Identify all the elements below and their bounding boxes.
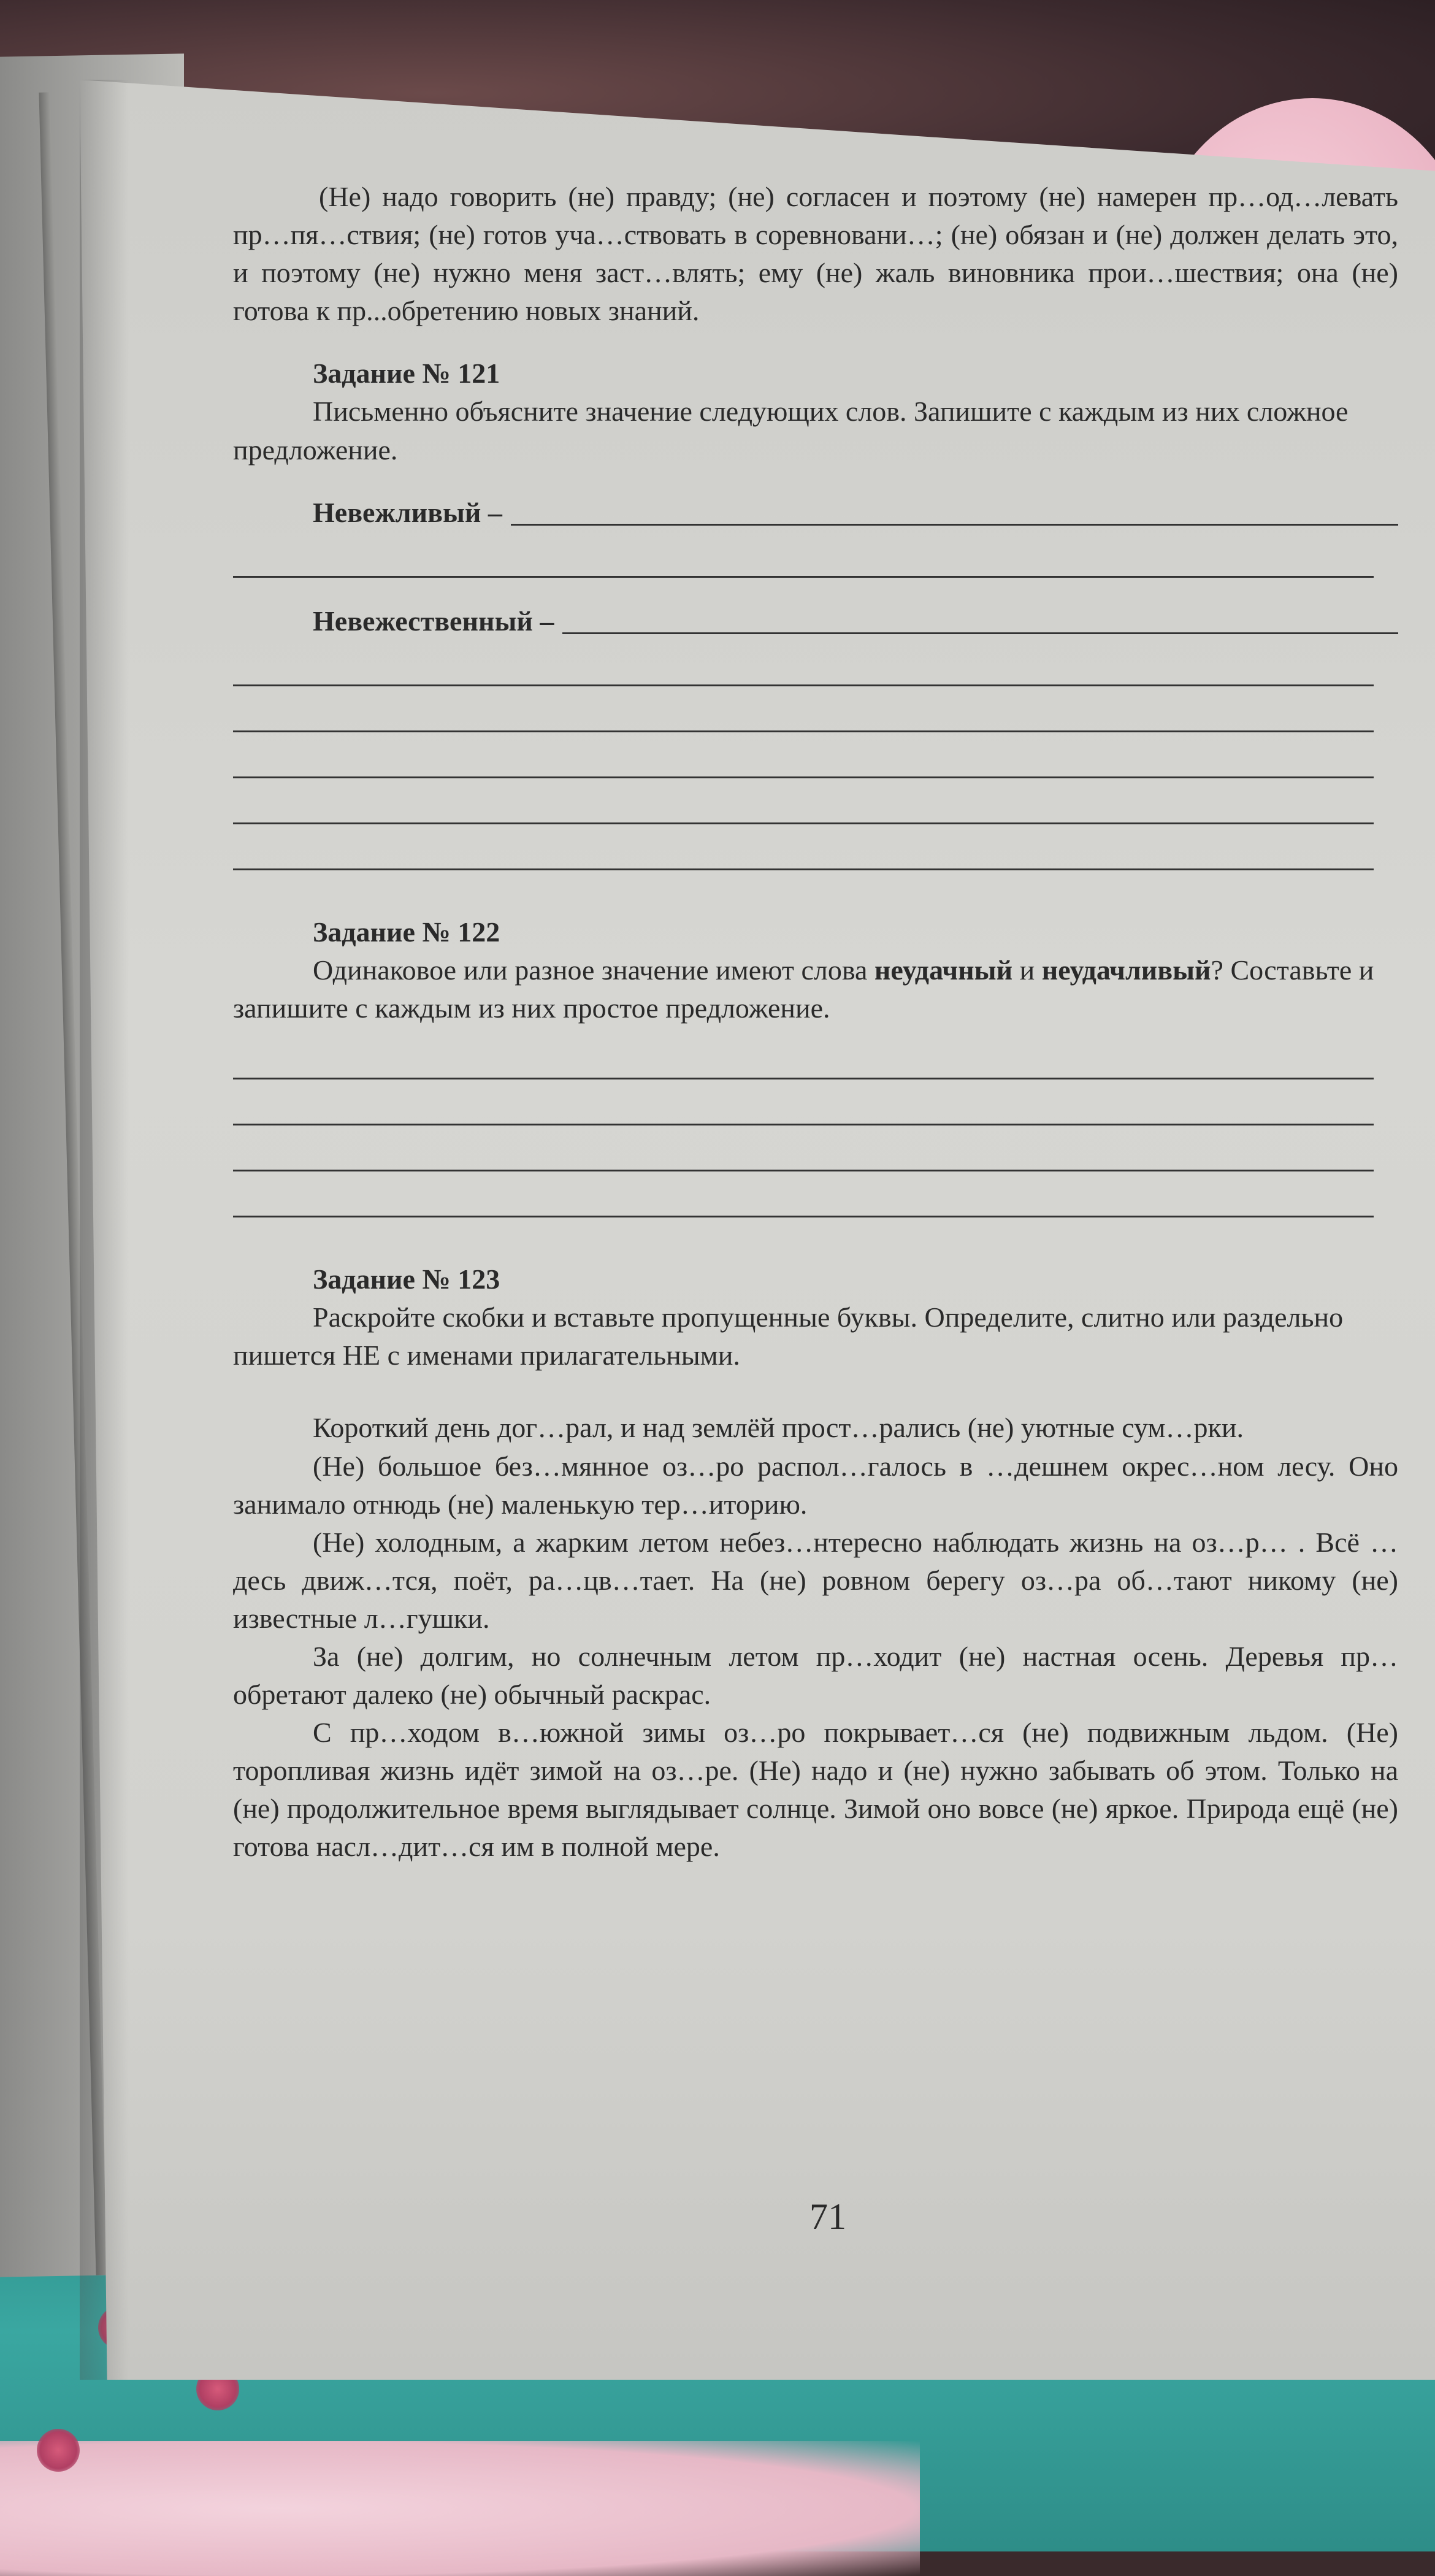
- answer-line[interactable]: [233, 778, 1374, 824]
- task-122-text-part: и: [1012, 954, 1042, 986]
- answer-line[interactable]: [233, 1171, 1374, 1217]
- exercise-paragraph: За (не) долгим, но солнечным летом пр…ходит (не) настная осень. Деревья пр…обретают далеко (не) обычный раскрас.: [233, 1640, 1398, 1711]
- word-nevezhlivyi: Невежливый –: [313, 496, 502, 528]
- answer-line[interactable]: [233, 732, 1374, 778]
- answer-line[interactable]: [233, 532, 1374, 578]
- task-121-text: Письменно объясните значение следующих слов. Запишите с каждым из них сложное предложение.: [233, 396, 1349, 466]
- bold-word-neudachnyi: неудачный: [874, 954, 1013, 986]
- intro-paragraph: (Не) надо говорить (не) правду; (не) согласен и поэтому (не) намерен пр…од…левать пр…пя…ствия; (не) готов уча…ствовать в соревновани…; (не) обязан и (не) должен делать это, и поэтому (не) нужно меня заст…влять; ему (не) жаль виновника прои…шествия; она (не) готова к пр...обретению новых знаний.: [233, 181, 1398, 327]
- exercise-text: [233, 1409, 1398, 1866]
- answer-line[interactable]: [233, 1079, 1374, 1125]
- page-gutter-shadow: [80, 80, 129, 2380]
- background-pink-cloth: [0, 2441, 920, 2576]
- answer-line[interactable]: [233, 686, 1374, 732]
- answer-line[interactable]: [233, 1125, 1374, 1171]
- page-content: [233, 178, 1398, 1866]
- task-122-text: [233, 951, 1398, 1027]
- exercise-paragraph: С пр…ходом в…южной зимы оз…ро покрывает…ся (не) подвижным льдом. (Не) торопливая жизнь идёт зимой на оз…ре. (Не) надо и (не) нужно забывать об этом. Только на (не) продолжительное время выглядывает солнце. Зимой оно вовсе (не) яркое. Природа ещё (не) готова насл…дит…ся им в полной мере.: [233, 1717, 1398, 1863]
- answer-line[interactable]: [233, 824, 1374, 870]
- task-123-title: Задание № 123: [313, 1263, 500, 1295]
- task-122-title: Задание № 122: [313, 916, 500, 948]
- exercise-paragraph: Короткий день дог…рал, и над землёй прост…рались (не) уютные сум…рки.: [313, 1412, 1244, 1444]
- exercise-paragraph: (Не) большое без…мянное оз…ро распол…галось в …дешнем окрес…ном лесу. Оно занимало отнюдь (не) маленькую тер…иторию.: [233, 1450, 1398, 1520]
- task-122-text-part: ? Составьте и запишите с каждым из них простое предложение.: [233, 954, 1374, 1024]
- answer-line[interactable]: [233, 1033, 1374, 1079]
- word-line-2: [313, 602, 1398, 640]
- answer-line[interactable]: [562, 632, 1398, 634]
- task-123-text: Раскройте скобки и вставьте пропущенные буквы. Определите, слитно или раздельно пишется НЕ с именами прилагательными.: [233, 1301, 1344, 1371]
- task-122-text-part: Одинаковое или разное значение имеют слова: [313, 954, 874, 986]
- exercise-paragraph: (Не) холодным, а жарким летом небез…нтересно наблюдать жизнь на оз…р… . Всё …десь движ…тся, поёт, ра…цв…тает. На (не) ровном берегу оз…ра об…тают никому (не) известные л…гушки.: [233, 1526, 1398, 1634]
- word-line-1: [313, 494, 1398, 532]
- fabric-flower-pattern: [37, 2429, 80, 2472]
- answer-line[interactable]: [511, 524, 1398, 526]
- answer-line[interactable]: [233, 640, 1374, 686]
- task-121-title: Задание № 121: [313, 358, 500, 389]
- page-number: 71: [809, 2196, 846, 2237]
- word-nevezhestvennyi: Невежественный –: [313, 605, 554, 637]
- bold-word-neudachlivyi: неудачливый: [1041, 954, 1211, 986]
